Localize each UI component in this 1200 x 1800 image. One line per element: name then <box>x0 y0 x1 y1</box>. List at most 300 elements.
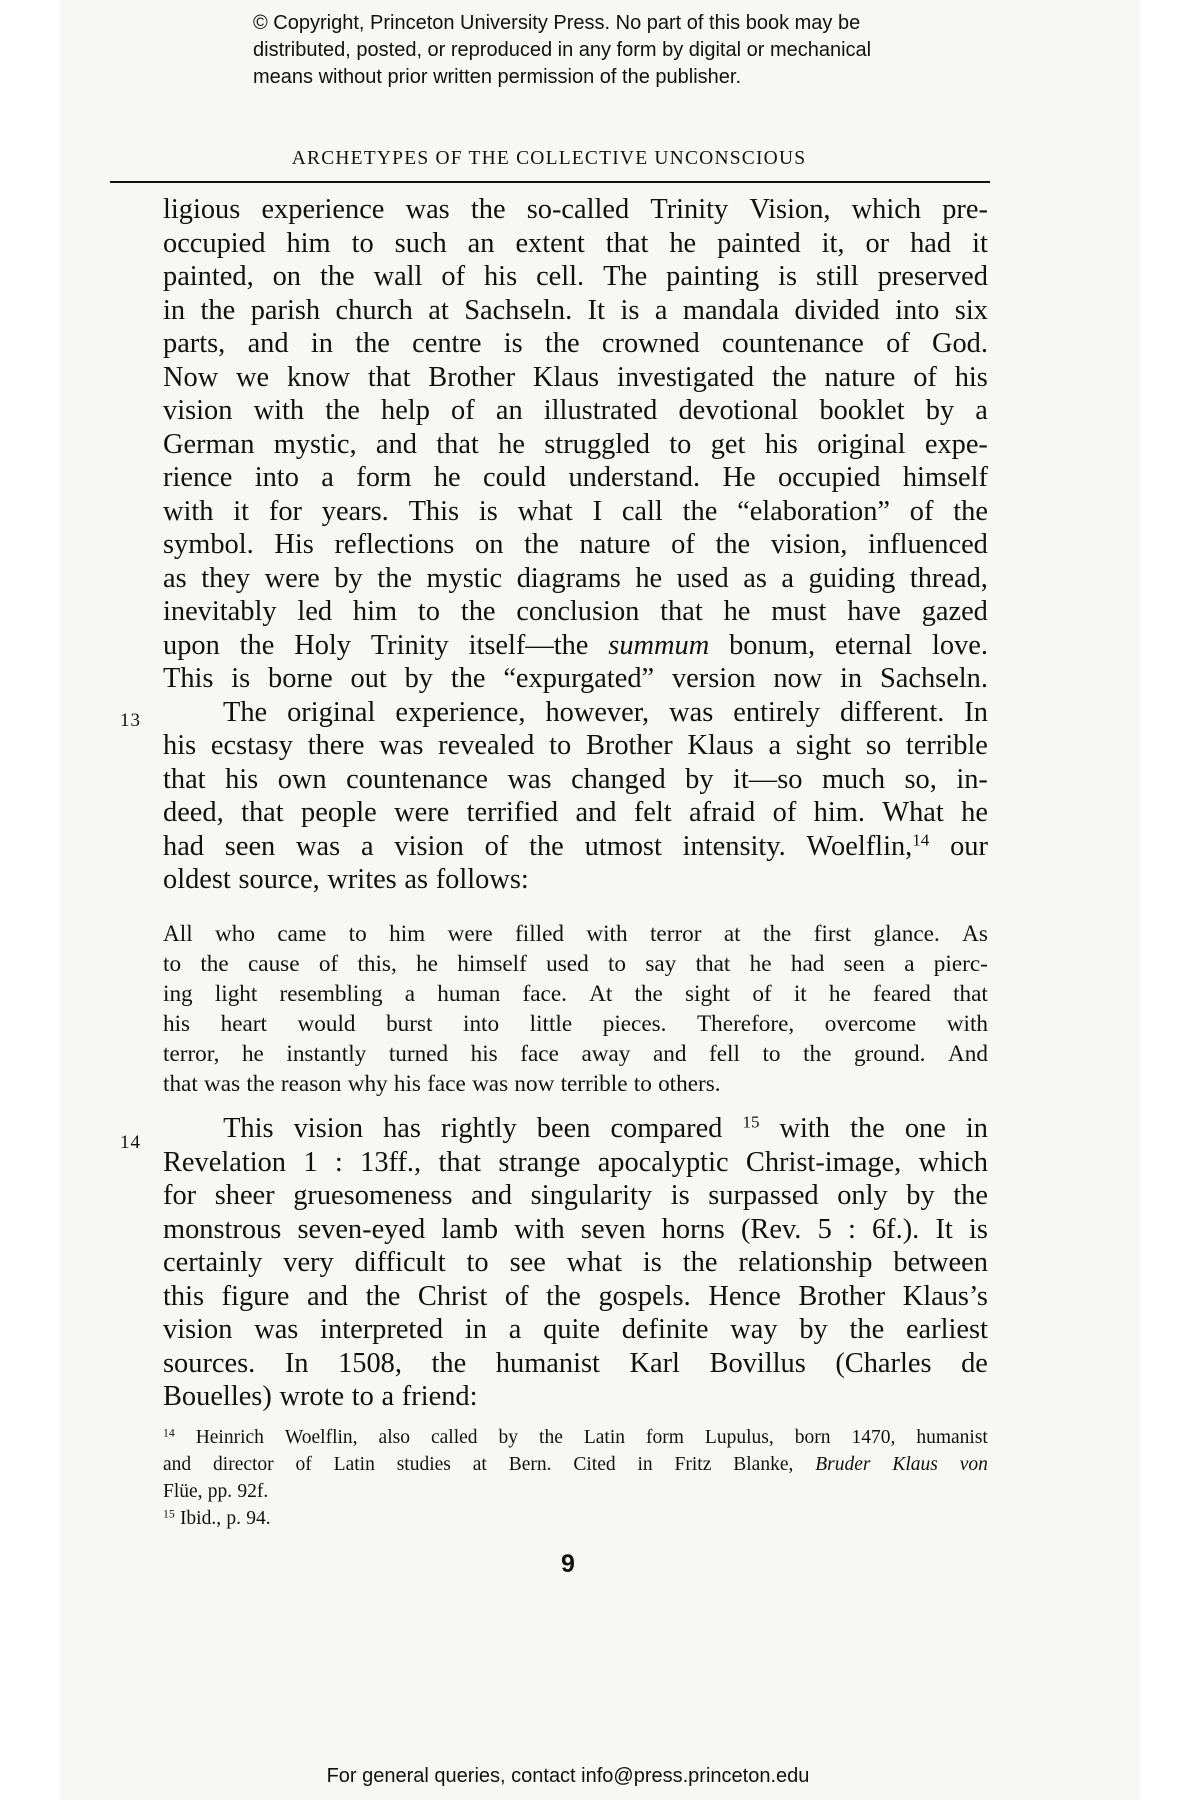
word: seen <box>224 830 276 862</box>
word: he <box>498 428 525 460</box>
word: an <box>495 395 523 426</box>
word: face. <box>522 981 567 1007</box>
word: original <box>287 696 376 728</box>
word: the <box>849 1314 885 1345</box>
word: were <box>447 921 493 947</box>
word: that <box>241 797 284 828</box>
word: the <box>319 261 355 292</box>
word: of <box>886 328 910 359</box>
word: glance. <box>873 921 940 947</box>
text-line <box>163 1146 988 1180</box>
word: with <box>779 1113 831 1144</box>
word: a <box>321 462 334 493</box>
word: Lupulus, <box>704 1427 774 1448</box>
word: the <box>200 951 229 977</box>
word: at <box>428 294 449 326</box>
main-text-block-2 <box>163 1112 988 1414</box>
word: the <box>325 395 360 426</box>
word: It <box>935 1213 953 1245</box>
word: into <box>895 294 940 326</box>
text-line <box>163 595 988 629</box>
word: is <box>503 328 523 359</box>
text-line <box>163 562 988 596</box>
word: this <box>163 1280 205 1312</box>
word: Blanke, <box>733 1454 794 1475</box>
word: it <box>233 495 250 527</box>
word: singularity <box>530 1180 653 1211</box>
word: wall <box>373 261 423 292</box>
text-line <box>163 863 988 897</box>
word: form <box>646 1427 684 1448</box>
footnote-line <box>163 1424 988 1451</box>
word: he <box>416 951 438 977</box>
contact-footer: For general queries, contact info@press.princeton.edu <box>326 1765 810 1787</box>
word: of <box>318 951 339 977</box>
word: 15 <box>742 1112 760 1132</box>
word: of <box>909 495 934 527</box>
quote-line <box>163 919 988 949</box>
word: the <box>682 495 718 527</box>
text-line <box>163 796 988 830</box>
word: vision, <box>770 529 848 560</box>
word: oldest <box>163 864 231 895</box>
word: his <box>163 1011 191 1037</box>
word: This <box>408 495 460 527</box>
running-head: ARCHETYPES OF THE COLLECTIVE UNCONSCIOUS <box>291 148 807 169</box>
word: that <box>163 763 206 795</box>
word: he <box>635 562 663 594</box>
word: source, <box>238 864 320 895</box>
word: pre- <box>942 194 988 225</box>
word: relationship <box>738 1247 873 1278</box>
word: with <box>586 921 628 947</box>
word: mandala <box>682 294 780 326</box>
word: he <box>723 596 751 627</box>
word: very <box>283 1247 334 1278</box>
word: ligious <box>163 194 241 225</box>
word: vision <box>163 1314 233 1345</box>
word: the <box>377 562 412 594</box>
text-line <box>163 495 988 529</box>
word: And <box>948 1041 988 1067</box>
word: illustrated <box>543 395 658 426</box>
word: His <box>274 529 314 560</box>
word: the <box>470 194 506 225</box>
word: see <box>509 1247 546 1278</box>
word: get <box>710 428 746 460</box>
word: the <box>953 495 988 527</box>
word: between <box>893 1247 988 1278</box>
word: were <box>394 797 450 828</box>
word: a <box>654 294 668 326</box>
word: gruesomeness <box>293 1180 453 1211</box>
word: investigated <box>616 361 755 393</box>
word: the <box>850 1113 885 1144</box>
word: was <box>507 763 552 795</box>
word: countenance <box>346 763 488 795</box>
word: him <box>389 921 426 947</box>
word: thread, <box>909 562 988 594</box>
word: German <box>163 428 255 460</box>
word: difficult <box>354 1247 446 1278</box>
word: 94. <box>246 1508 271 1529</box>
word: in <box>637 1454 653 1475</box>
word: eternal <box>834 629 913 661</box>
word: The <box>222 696 268 728</box>
word: The <box>603 261 648 292</box>
word: to <box>348 921 367 947</box>
word: away <box>581 1041 631 1067</box>
word: it <box>793 981 807 1007</box>
text-line <box>163 394 988 428</box>
main-text-block <box>163 193 988 897</box>
word: is <box>231 663 251 694</box>
word: the <box>715 529 751 560</box>
word: and <box>375 428 417 460</box>
word: All <box>163 921 193 947</box>
word: with <box>163 495 214 527</box>
word: Woelflin,$^{14}$ <box>806 830 930 862</box>
word: booklet <box>819 395 905 426</box>
word: to <box>466 1247 489 1278</box>
word: terrified <box>466 797 559 828</box>
word: burst <box>386 1011 433 1037</box>
word: to <box>417 596 440 627</box>
word: mystic <box>426 562 503 594</box>
word: an <box>467 227 495 259</box>
word: the <box>529 830 564 862</box>
word: heart <box>220 1011 267 1037</box>
word: Brother <box>428 361 516 393</box>
word: out <box>350 663 387 694</box>
word: changed <box>571 763 666 795</box>
word: in <box>163 294 186 326</box>
word: 14 <box>163 1426 175 1440</box>
word: of <box>295 1454 312 1475</box>
word: different. <box>839 696 945 728</box>
word: to <box>351 1381 374 1412</box>
word: countenance <box>721 328 864 359</box>
word: feared <box>872 981 931 1007</box>
word: a <box>404 981 416 1007</box>
word: his <box>163 730 197 761</box>
word: now <box>773 663 823 694</box>
word: humanist <box>916 1427 988 1448</box>
word: by <box>799 1314 828 1345</box>
word: that <box>660 596 703 627</box>
word: centre <box>412 328 482 359</box>
word: one <box>904 1113 946 1144</box>
word: and <box>307 1280 349 1312</box>
word: devotional <box>678 395 799 426</box>
word: so <box>865 730 892 761</box>
word: call <box>621 495 663 527</box>
word: seven-eyed <box>297 1213 426 1245</box>
word: the <box>450 663 486 694</box>
word: vision <box>394 830 464 862</box>
word: by <box>404 663 433 694</box>
word: studies <box>396 1454 451 1475</box>
word: for <box>268 495 302 527</box>
word: which <box>851 194 922 225</box>
word: gospels. <box>598 1280 691 1312</box>
word: help <box>381 395 430 426</box>
word: the <box>544 328 580 359</box>
copyright-line: means without prior written permission of the publisher. <box>253 66 742 88</box>
word: borne <box>268 663 333 694</box>
word: fell <box>708 1041 740 1067</box>
word: that <box>438 1146 482 1178</box>
word: the <box>763 921 792 947</box>
word: light <box>214 981 258 1007</box>
word: to <box>549 730 572 761</box>
word: ecstasy <box>210 730 293 761</box>
word: preserved <box>877 261 988 292</box>
word: the <box>803 1041 832 1067</box>
word: has <box>383 1113 421 1144</box>
word: reflections <box>334 529 455 560</box>
word: conclusion <box>516 596 640 627</box>
word: came <box>277 921 327 947</box>
word: why <box>347 1071 388 1097</box>
word: the <box>634 981 663 1007</box>
word: of <box>752 981 772 1007</box>
word: 13ff., <box>360 1146 422 1178</box>
word: to <box>762 1041 781 1067</box>
word: bonum, <box>729 629 816 661</box>
word: Christ <box>417 1280 488 1312</box>
word: nature <box>824 361 896 393</box>
word: could <box>482 462 547 493</box>
word: Bruder <box>815 1454 871 1475</box>
word: Woelflin, <box>284 1427 358 1448</box>
word: it—so <box>733 763 803 795</box>
header-rule <box>110 181 990 183</box>
word: afraid <box>689 797 756 828</box>
word: In <box>284 1347 309 1379</box>
word: had <box>910 227 952 259</box>
word: 92f. <box>237 1481 269 1502</box>
word: seen <box>843 951 885 977</box>
word: Therefore, <box>697 1011 795 1037</box>
word: which <box>918 1146 988 1178</box>
text-line <box>163 1246 988 1280</box>
word: Christ-image, <box>745 1146 902 1178</box>
text-line <box>163 662 988 696</box>
word: what <box>517 495 573 527</box>
copyright-line: distributed, posted, or reproduced in any form by digital or mechanical <box>253 39 872 61</box>
word: diagrams <box>516 562 621 594</box>
word: quite <box>543 1314 600 1345</box>
word: von <box>959 1454 988 1475</box>
word: now <box>514 1071 555 1097</box>
word: 1 <box>303 1146 318 1178</box>
word: the <box>524 529 559 560</box>
word: figure <box>221 1280 290 1312</box>
word: Trinity <box>370 629 449 661</box>
word: himself <box>457 951 527 977</box>
word: monstrous <box>163 1213 282 1245</box>
paragraph-number: 14 <box>120 1132 141 1153</box>
word: Klaus <box>687 730 754 761</box>
word: the <box>431 1347 467 1379</box>
text-line <box>163 1347 988 1381</box>
word: intensity. <box>682 830 786 862</box>
word: by <box>498 1427 519 1448</box>
word: himself <box>902 462 988 493</box>
word: director <box>213 1454 274 1475</box>
word: to <box>669 428 692 460</box>
word: Klaus <box>892 1454 938 1475</box>
word: is <box>642 1247 662 1278</box>
word: As <box>962 921 988 947</box>
text-line <box>163 428 988 462</box>
word: so, <box>904 763 937 795</box>
word: Fritz <box>674 1454 712 1475</box>
word: was <box>296 830 341 862</box>
word: Cited <box>573 1454 616 1475</box>
word: I <box>592 495 603 527</box>
word: occupied <box>163 227 266 259</box>
copyright-line: © Copyright, Princeton University Press. No part of this book may be <box>253 12 861 34</box>
word: certainly <box>163 1247 263 1278</box>
word: rience <box>163 462 233 493</box>
word: first <box>813 921 852 947</box>
footnotes <box>163 1424 988 1532</box>
word: (Charles <box>835 1347 932 1379</box>
word: to <box>607 951 627 977</box>
word: Revelation <box>163 1146 286 1178</box>
word: a <box>361 830 374 862</box>
word: wrote <box>279 1381 345 1412</box>
word: and <box>652 1041 687 1067</box>
word: filled <box>515 921 564 947</box>
word: nature <box>579 529 651 560</box>
word: they <box>201 562 251 594</box>
word: was <box>472 1071 509 1097</box>
paragraph-number: 13 <box>120 710 141 731</box>
text-line <box>163 260 988 294</box>
word: cell. <box>536 261 585 292</box>
paragraph-indent <box>163 1112 203 1146</box>
word: that <box>605 227 649 259</box>
word: our <box>950 830 988 862</box>
word: interpreted <box>320 1314 444 1345</box>
word: instantly <box>286 1041 367 1067</box>
word: earliest <box>905 1314 988 1345</box>
text-line <box>163 696 988 730</box>
word: as <box>743 562 767 594</box>
word: him <box>352 596 398 627</box>
word: he <box>241 1041 264 1067</box>
text-line <box>163 830 988 864</box>
word: symbol. <box>163 529 254 560</box>
word: a <box>381 1381 395 1412</box>
quote-line <box>163 1009 988 1039</box>
word: who <box>215 921 255 947</box>
text-line <box>163 461 988 495</box>
word: Vision, <box>749 194 831 225</box>
word: his <box>225 763 259 795</box>
text-line <box>163 1179 988 1213</box>
word: his <box>954 361 988 393</box>
word: that <box>953 981 988 1007</box>
word: He <box>722 462 756 493</box>
word: we <box>236 361 270 393</box>
word: of <box>504 1280 529 1312</box>
text-line <box>163 528 988 562</box>
word: his <box>393 1071 421 1097</box>
word: by <box>906 1180 935 1211</box>
text-line <box>163 193 988 227</box>
word: face <box>520 1041 559 1067</box>
word: “elaboration” <box>737 495 890 527</box>
word: was <box>254 1314 299 1345</box>
word: What <box>882 797 944 828</box>
word: understand. <box>568 462 701 493</box>
word: is <box>670 1180 690 1211</box>
word: upon <box>163 629 220 661</box>
word: must <box>771 596 827 627</box>
word: divided <box>794 294 880 326</box>
word: version <box>671 663 756 694</box>
word: strange <box>498 1146 581 1178</box>
word: friend: <box>401 1381 478 1412</box>
word: Klaus’s <box>902 1280 988 1312</box>
word: face <box>427 1071 466 1097</box>
word: sight <box>685 981 731 1007</box>
word: called <box>430 1427 478 1448</box>
word: way <box>730 1314 778 1345</box>
word: overcome <box>824 1011 917 1037</box>
word: Sachseln. <box>464 294 573 326</box>
word: been <box>536 1113 591 1144</box>
word: painted, <box>163 261 254 292</box>
copyright-notice <box>253 10 973 91</box>
word: a <box>975 395 988 426</box>
word: vision <box>293 1113 364 1144</box>
word: Latin <box>583 1427 626 1448</box>
word: Trinity <box>650 194 729 225</box>
word: six <box>954 294 988 326</box>
text-line <box>163 1380 988 1414</box>
word: had <box>163 830 204 862</box>
word: the <box>365 1280 401 1312</box>
word: it <box>972 227 988 259</box>
quote-line <box>163 1039 988 1069</box>
word: in <box>310 328 333 359</box>
word: Bern. <box>508 1454 552 1475</box>
word: the <box>246 1071 275 1097</box>
footnote-line <box>163 1505 988 1532</box>
word: that <box>163 1071 198 1097</box>
word: he <box>961 797 988 828</box>
word: human <box>437 981 501 1007</box>
word: Sachseln. <box>879 663 988 694</box>
word: Ibid., <box>179 1508 222 1529</box>
word: the <box>539 1427 563 1448</box>
word: years. <box>321 495 389 527</box>
word: at <box>723 921 741 947</box>
word: his <box>764 428 798 460</box>
word: in <box>840 663 863 694</box>
word: pp. <box>207 1481 233 1502</box>
text-line <box>163 361 988 395</box>
word: experience, <box>395 696 526 728</box>
word: parts, <box>163 328 226 359</box>
word: turned <box>388 1041 449 1067</box>
word: was <box>405 194 450 225</box>
